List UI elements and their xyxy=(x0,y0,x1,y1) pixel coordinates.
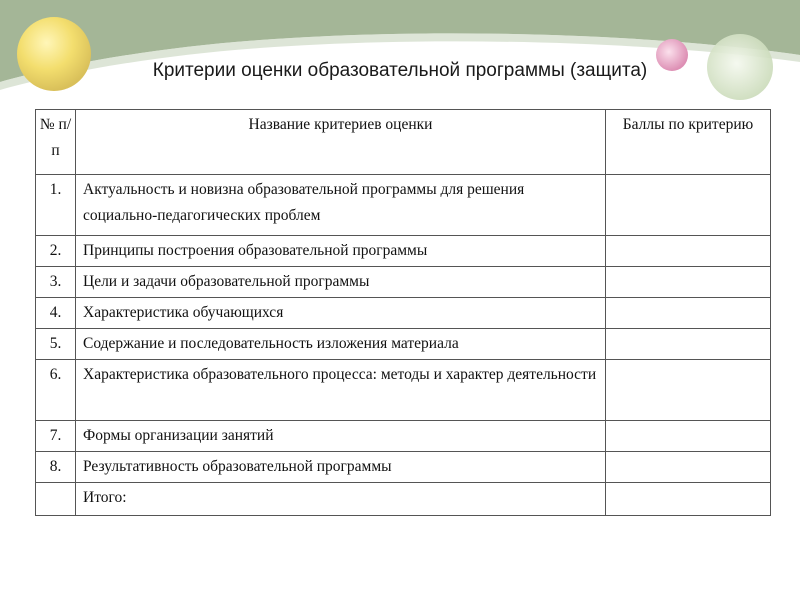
row-score-cell[interactable] xyxy=(606,267,771,298)
row-number: 5. xyxy=(36,329,76,360)
row-criterion: Цели и задачи образовательной программы xyxy=(76,267,606,298)
row-number: 6. xyxy=(36,360,76,421)
row-score-cell[interactable] xyxy=(606,236,771,267)
table-row xyxy=(36,452,771,483)
header-criteria-name: Название критериев оценки xyxy=(76,110,606,175)
row-criterion: Принципы построения образовательной программы xyxy=(76,236,606,267)
criteria-table xyxy=(35,109,771,516)
table-total-row xyxy=(36,483,771,516)
row-criterion: Результативность образовательной программы xyxy=(76,452,606,483)
row-criterion: Содержание и последовательность изложения материала xyxy=(76,329,606,360)
row-score-cell[interactable] xyxy=(606,298,771,329)
total-label: Итого: xyxy=(76,483,606,516)
row-number: 8. xyxy=(36,452,76,483)
row-number: 4. xyxy=(36,298,76,329)
table-row xyxy=(36,329,771,360)
table-row xyxy=(36,267,771,298)
row-criterion: Характеристика образовательного процесса: методы и характер деятельности xyxy=(76,360,606,421)
row-score-cell[interactable] xyxy=(606,421,771,452)
header-number: № п/п xyxy=(36,110,76,175)
row-criterion: Актуальность и новизна образовательной программы для решения социально-педагогических проблем xyxy=(76,175,606,236)
header-score: Баллы по критерию xyxy=(606,110,771,175)
row-criterion: Формы организации занятий xyxy=(76,421,606,452)
table-row xyxy=(36,175,771,236)
row-score-cell[interactable] xyxy=(606,360,771,421)
row-number: 2. xyxy=(36,236,76,267)
table-row xyxy=(36,360,771,421)
table-header-row xyxy=(36,110,771,175)
row-score-cell[interactable] xyxy=(606,175,771,236)
table-row xyxy=(36,421,771,452)
table-row xyxy=(36,298,771,329)
row-score-cell[interactable] xyxy=(606,452,771,483)
row-score-cell[interactable] xyxy=(606,329,771,360)
slide-title: Критерии оценки образовательной программы (защита) xyxy=(152,60,648,81)
total-score-cell[interactable] xyxy=(606,483,771,516)
row-number: 3. xyxy=(36,267,76,298)
row-number: 7. xyxy=(36,421,76,452)
table-row xyxy=(36,236,771,267)
row-number: 1. xyxy=(36,175,76,236)
row-criterion: Характеристика обучающихся xyxy=(76,298,606,329)
total-number xyxy=(36,483,76,516)
